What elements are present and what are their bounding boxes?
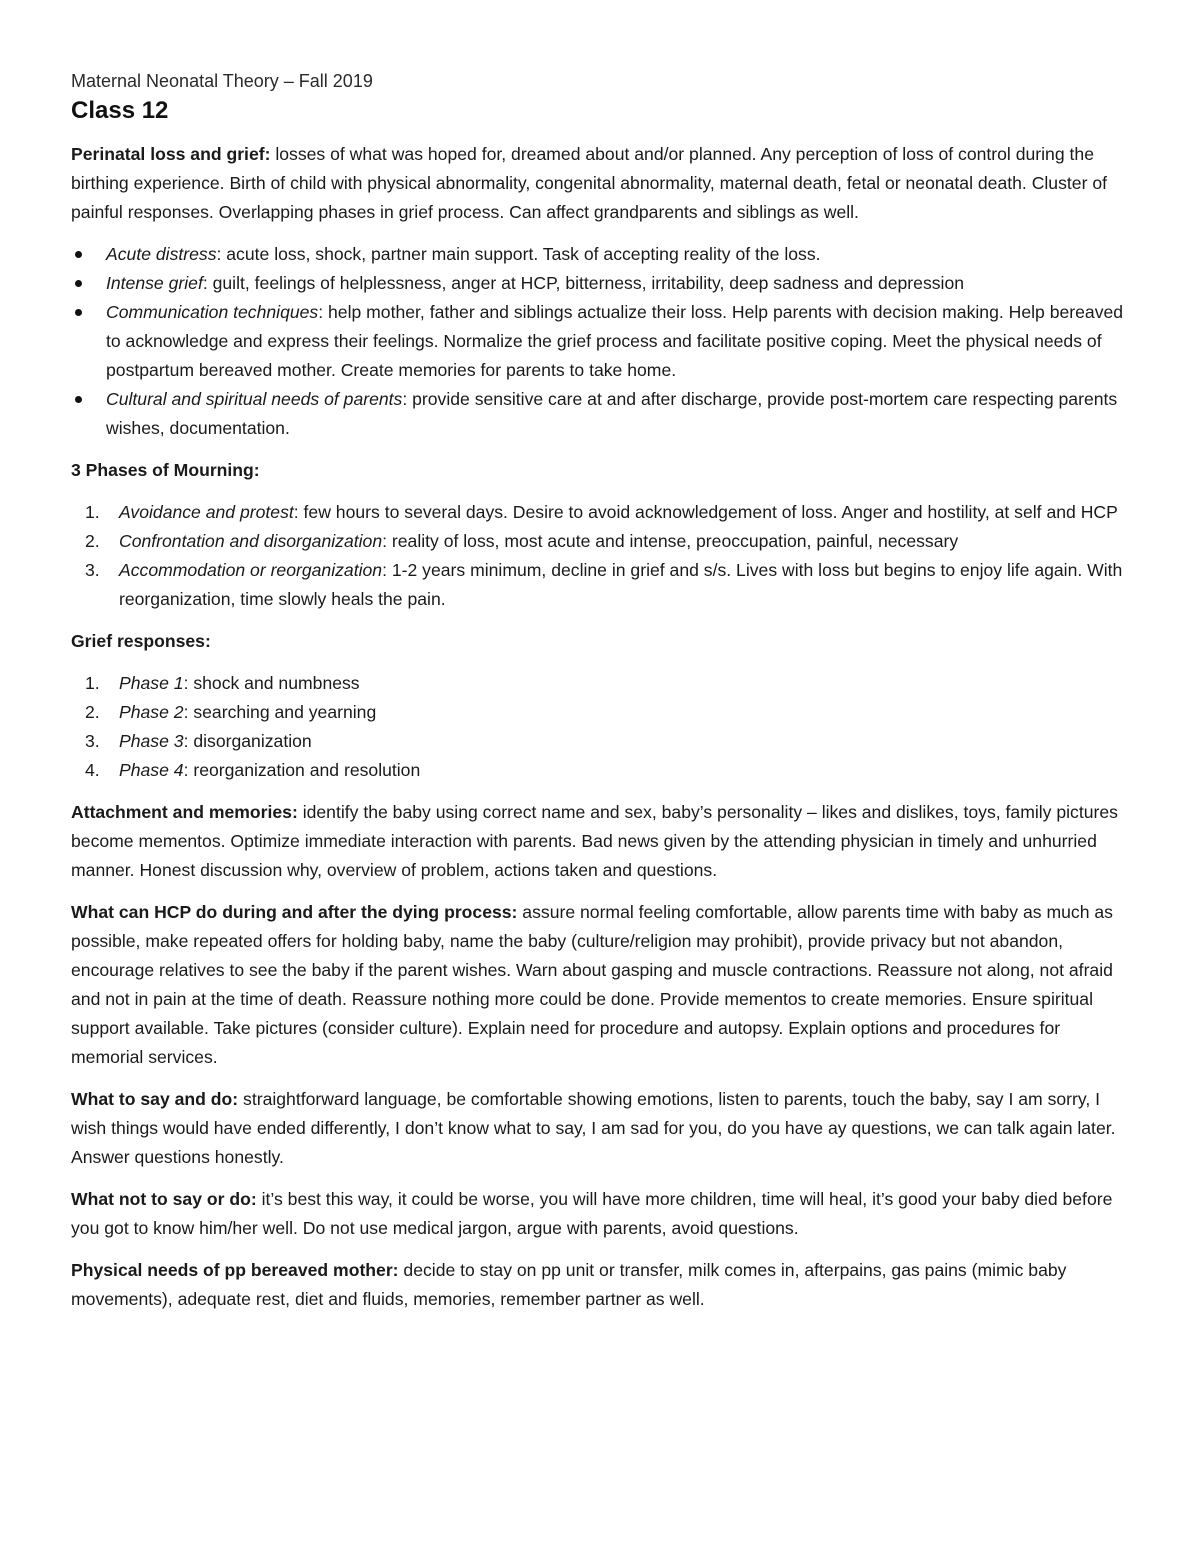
list-text: : shock and numbness <box>183 673 360 693</box>
list-item <box>71 527 1131 556</box>
say-do-paragraph <box>71 1085 1131 1172</box>
document-page <box>71 68 1131 1327</box>
list-number: 1. <box>85 673 100 693</box>
bullet-text: : help mother, father and siblings actualize their loss. Help parents with decision making. Help bereaved to acknowledge and express their feelings. Normalize the grief process and facilitate positive coping. Meet the physical needs of postpartum bereaved mother. Create memories for parents to take home. <box>106 302 1124 380</box>
list-text: : reality of loss, most acute and intense, preoccupation, painful, necessary <box>382 531 959 551</box>
list-number: 1. <box>85 502 100 522</box>
list-item <box>71 240 1131 269</box>
list-term: Phase 2 <box>119 702 184 722</box>
list-term: Phase 4 <box>119 760 184 780</box>
attachment-label: Attachment and memories: <box>71 802 298 822</box>
list-text: : disorganization <box>183 731 312 751</box>
attachment-paragraph <box>71 798 1131 885</box>
list-number: 3. <box>85 731 100 751</box>
list-text: : few hours to several days. Desire to avoid acknowledgement of loss. Anger and hostility, at self and HCP <box>293 502 1118 522</box>
hcp-dying-text: assure normal feeling comfortable, allow parents time with baby as much as possible, make repeated offers for holding baby, name the baby (culture/religion may prohibit), provide privacy but not abandon, encourage relatives to see the baby if the parent wishes. Warn about gasping and muscle contractions. Reassure not along, not afraid and not in pain at the time of death. Reassure nothing more could be done. Provide mementos to create memories. Ensure spiritual support available. Take pictures (consider culture). Explain need for procedure and autopsy. Explain options and procedures for memorial services. <box>71 902 1113 1067</box>
physical-needs-text: decide to stay on pp unit or transfer, milk comes in, afterpains, gas pains (mimic baby movements), adequate rest, diet and fluids, memories, remember partner as well. <box>71 1260 1067 1309</box>
list-term: Confrontation and disorganization <box>119 531 383 551</box>
list-term: Accommodation or reorganization <box>119 560 383 580</box>
grief-responses-heading: Grief responses: <box>71 631 211 651</box>
list-text: : reorganization and resolution <box>183 760 421 780</box>
bullet-text: : guilt, feelings of helplessness, anger at HCP, bitterness, irritability, deep sadness and depression <box>202 273 965 293</box>
list-item <box>71 298 1131 385</box>
say-do-text: straightforward language, be comfortable showing emotions, listen to parents, touch the baby, say I am sorry, I wish things would have ended differently, I don’t know what to say, I am sad for you, do you have ay questions, we can talk again later. Answer questions honestly. <box>71 1089 1116 1167</box>
hcp-dying-label: What can HCP do during and after the dying process: <box>71 902 518 922</box>
list-number: 2. <box>85 531 100 551</box>
list-item <box>71 498 1131 527</box>
attachment-text: identify the baby using correct name and sex, baby’s personality – likes and dislikes, toys, family pictures become mementos. Optimize immediate interaction with parents. Bad news given by the attending physician in timely and unhurried manner. Honest discussion why, overview of problem, actions taken and questions. <box>71 802 1118 880</box>
list-item <box>71 669 1131 698</box>
list-number: 4. <box>85 760 100 780</box>
list-item <box>71 269 1131 298</box>
list-text: : 1-2 years minimum, decline in grief and s/s. Lives with loss but begins to enjoy life again. With reorganization, time slowly heals the pain. <box>119 560 1123 609</box>
hcp-dying-paragraph <box>71 898 1131 1072</box>
bullet-text: : acute loss, shock, partner main support. Task of accepting reality of the loss. <box>216 244 821 264</box>
list-item <box>71 698 1131 727</box>
perinatal-loss-paragraph <box>71 140 1131 227</box>
list-term: Avoidance and protest <box>119 502 294 522</box>
list-number: 2. <box>85 702 100 722</box>
bullet-text: : provide sensitive care at and after discharge, provide post-mortem care respecting parents wishes, documentation. <box>106 389 1118 438</box>
perinatal-loss-text: losses of what was hoped for, dreamed about and/or planned. Any perception of loss of control during the birthing experience. Birth of child with physical abnormality, congenital abnormality, maternal death, fetal or neonatal death. Cluster of painful responses. Overlapping phases in grief process. Can affect grandparents and siblings as well. <box>71 144 1107 222</box>
page-title: Class 12 <box>71 97 169 124</box>
grief-bullet-list <box>71 240 1131 443</box>
bullet-term: Communication techniques <box>106 302 319 322</box>
say-do-label: What to say and do: <box>71 1089 239 1109</box>
course-line: Maternal Neonatal Theory – Fall 2019 <box>71 71 373 91</box>
list-item <box>71 756 1131 785</box>
list-item <box>71 385 1131 443</box>
grief-responses-list <box>71 669 1131 785</box>
list-item <box>71 727 1131 756</box>
list-item <box>71 556 1131 614</box>
physical-needs-paragraph <box>71 1256 1131 1314</box>
bullet-term: Acute distress <box>106 244 217 264</box>
bullet-term: Intense grief <box>106 273 203 293</box>
bullet-term: Cultural and spiritual needs of parents <box>106 389 403 409</box>
list-text: : searching and yearning <box>183 702 377 722</box>
not-say-paragraph <box>71 1185 1131 1243</box>
list-term: Phase 1 <box>119 673 184 693</box>
not-say-text: it’s best this way, it could be worse, you will have more children, time will heal, it’s good your baby died before you got to know him/her well. Do not use medical jargon, argue with parents, avoid questions. <box>71 1189 1113 1238</box>
mourning-heading: 3 Phases of Mourning: <box>71 460 260 480</box>
mourning-list <box>71 498 1131 614</box>
not-say-label: What not to say or do: <box>71 1189 257 1209</box>
physical-needs-label: Physical needs of pp bereaved mother: <box>71 1260 399 1280</box>
perinatal-loss-label: Perinatal loss and grief: <box>71 144 271 164</box>
list-term: Phase 3 <box>119 731 184 751</box>
list-number: 3. <box>85 560 100 580</box>
